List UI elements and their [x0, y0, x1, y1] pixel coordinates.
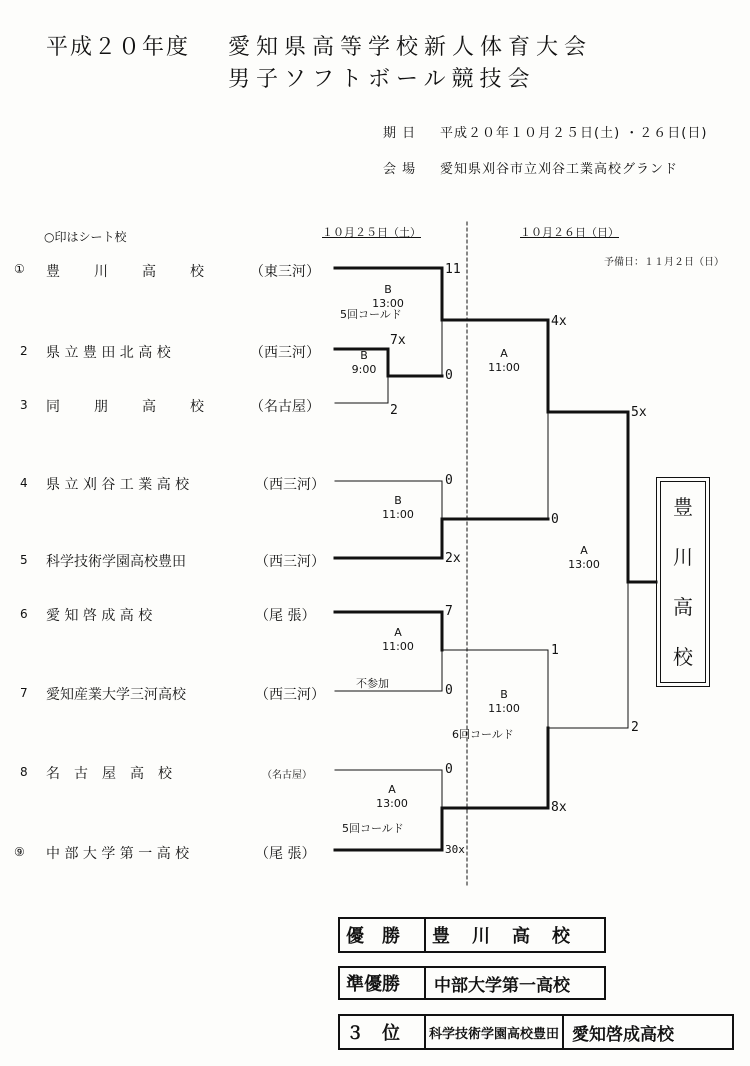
result-third-team-b: 愛知啓成高校 [572, 1024, 675, 1045]
title-main: 愛知県高等学校新人体育大会 [228, 35, 593, 60]
game-court: A [388, 783, 396, 796]
result-third [338, 1014, 734, 1050]
game-court: A [394, 626, 402, 639]
title-sub: 男子ソフトボール競技会 [228, 67, 536, 92]
result-second [338, 966, 606, 1000]
day1-header: １０月２５日（土） [322, 226, 421, 239]
score-g5-top: 0 [445, 762, 453, 777]
result-first-label: 優 勝 [346, 926, 400, 947]
game-court: B [394, 494, 402, 507]
game-court: B [384, 283, 392, 296]
champion-inner [660, 481, 706, 683]
title-prefix: 平成２０年度 [46, 35, 191, 60]
date-value: 平成２０年１０月２５日(土) ・２６日(日) [440, 126, 708, 141]
team-number: 2 [20, 344, 28, 358]
team-name: 豊 川 高 校 [46, 264, 206, 280]
champion-char: 校 [673, 645, 693, 669]
score-final-top: 5x [631, 405, 647, 420]
result-second-team: 中部大学第一高校 [434, 975, 570, 996]
team-number: 8 [20, 765, 28, 779]
team-name: 同 朋 高 校 [46, 399, 206, 415]
game-info-g5 [364, 783, 420, 811]
game-note-g4: 不参加 [356, 677, 389, 690]
game-time: 11:00 [488, 361, 520, 374]
score-g2-top: 11 [445, 262, 461, 277]
game-time: 11:00 [488, 702, 520, 715]
score-g3-top: 0 [445, 473, 453, 488]
game-info-g1 [344, 349, 384, 377]
score-sf1-bot: 0 [551, 512, 559, 527]
reserve-day: 予備日：１１月２日（日） [604, 257, 724, 268]
score-g4-bot: 0 [445, 683, 453, 698]
team-number: 7 [20, 686, 28, 700]
team-name: 科学技術学園高校豊田 [46, 554, 186, 570]
score-g5-bot: 30x [445, 843, 465, 856]
team-region: （尾 張） [255, 608, 316, 624]
result-third-label: ３ 位 [346, 1023, 400, 1044]
game-note-g5: 5回コールド [342, 822, 404, 835]
team-number: 5 [20, 553, 28, 567]
game-info-sf1 [476, 347, 532, 375]
game-info-g2 [360, 283, 416, 311]
team-number: 4 [20, 476, 28, 490]
game-time: 13:00 [376, 797, 408, 810]
team-number: 6 [20, 607, 28, 621]
date-label: 期 日 [383, 126, 417, 141]
score-sf1-top: 4x [551, 314, 567, 329]
game-info-g4 [370, 626, 426, 654]
game-court: B [500, 688, 508, 701]
game-info-sf2 [476, 688, 532, 716]
champion-char: 高 [673, 595, 693, 619]
team-region: （尾 張） [255, 846, 316, 862]
game-info-g3 [370, 494, 426, 522]
team-number: 3 [20, 398, 28, 412]
team-name: 県 立 豊 田 北 高 校 [46, 345, 171, 361]
team-name: 愛 知 啓 成 高 校 [46, 608, 153, 624]
champion-char: 豊 [673, 495, 693, 519]
team-region: （西三河） [250, 345, 320, 361]
score-g2-bot: 0 [445, 368, 453, 383]
score-g1-bot: 2 [390, 403, 398, 418]
score-final-bot: 2 [631, 720, 639, 735]
team-region: （東三河） [250, 264, 320, 280]
team-name: 名 古 屋 高 校 [46, 766, 172, 782]
score-sf2-bot: 8x [551, 800, 567, 815]
seed-note: ○印はシート校 [44, 230, 127, 244]
team-region: （名古屋） [262, 770, 312, 781]
game-time: 13:00 [568, 558, 600, 571]
game-time: 9:00 [351, 363, 377, 376]
game-time: 11:00 [382, 508, 414, 521]
team-region: （西三河） [255, 554, 325, 570]
champion-box [656, 477, 710, 687]
team-name: 県 立 刈 谷 工 業 高 校 [46, 477, 190, 493]
game-court: B [360, 349, 368, 362]
result-first [338, 917, 606, 953]
team-region: （西三河） [255, 687, 325, 703]
result-first-team: 豊 川 高 校 [432, 926, 572, 947]
game-note-sf2: 6回コールド [452, 728, 514, 741]
game-court: A [580, 544, 588, 557]
venue-label: 会 場 [383, 162, 417, 177]
score-sf2-top: 1 [551, 643, 559, 658]
champion-char: 川 [673, 545, 693, 569]
venue-value: 愛知県刈谷市立刈谷工業高校グランド [440, 162, 679, 177]
score-g3-bot: 2x [445, 551, 461, 566]
game-note-g2: 5回コールド [340, 308, 402, 321]
game-court: A [500, 347, 508, 360]
game-time: 13:00 [372, 297, 404, 310]
team-name: 愛知産業大学三河高校 [46, 687, 186, 703]
team-region: （名古屋） [250, 399, 320, 415]
game-info-final [556, 544, 612, 572]
result-third-team-a: 科学技術学園高校豊田 [429, 1026, 560, 1042]
score-g1-top: 7x [390, 333, 406, 348]
score-g4-top: 7 [445, 604, 453, 619]
game-time: 11:00 [382, 640, 414, 653]
team-name: 中 部 大 学 第 一 高 校 [46, 846, 190, 862]
team-number: ① [14, 262, 25, 276]
result-second-label: 準優勝 [346, 974, 400, 995]
team-number: ⑨ [14, 845, 25, 859]
team-region: （西三河） [255, 477, 325, 493]
day2-header: １０月２６日（日） [520, 226, 619, 239]
